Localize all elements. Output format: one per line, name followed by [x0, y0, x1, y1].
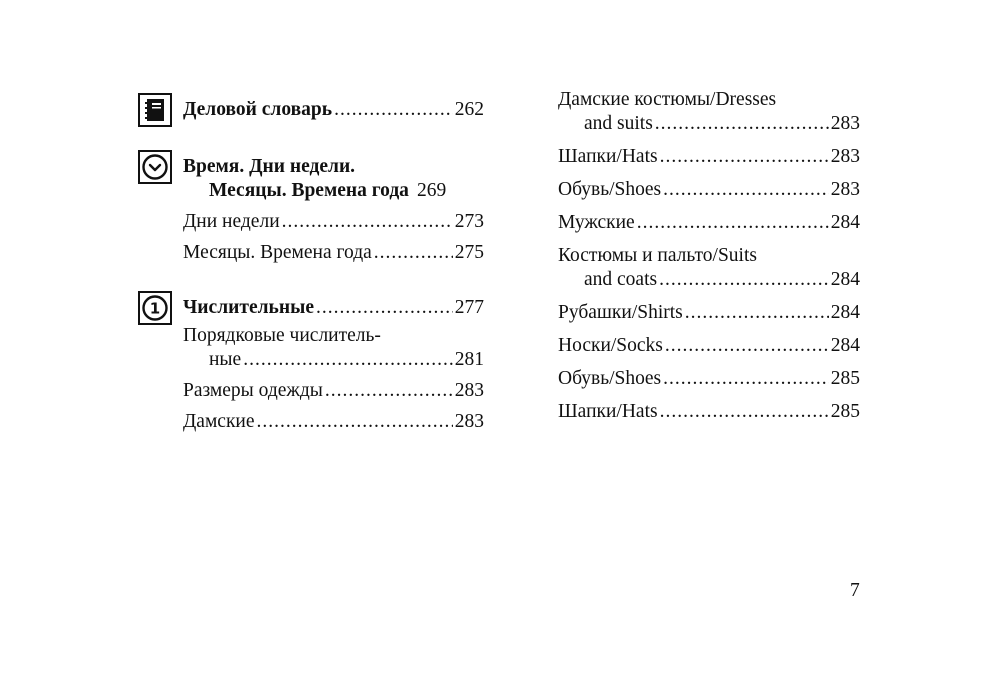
toc-entry-mens[interactable]: [558, 211, 860, 235]
entry-page: 273: [454, 211, 484, 232]
toc-left-column: [138, 93, 484, 434]
entry-page: 275: [454, 242, 484, 263]
entry-page: 284: [830, 269, 860, 290]
entry-title: Дамские: [183, 411, 255, 432]
clock-icon: [138, 150, 172, 184]
dot-leader: [325, 379, 453, 403]
number-one-glyph: 1: [149, 299, 161, 318]
entry-page: 283: [830, 146, 860, 167]
entry-page: 283: [454, 380, 484, 401]
entry-page: 277: [454, 297, 484, 318]
dot-leader: [243, 348, 453, 372]
dot-leader: [334, 98, 453, 122]
dot-leader: [663, 367, 829, 391]
toc-entry-ordinal-numerals[interactable]: [183, 348, 484, 372]
page-number: 7: [850, 580, 860, 601]
entry-title-line1: Дамские костюмы/Dresses: [558, 89, 777, 110]
entry-title: Обувь/Shoes: [558, 179, 662, 200]
entry-title: Рубашки/Shirts: [558, 302, 683, 323]
toc-entry-socks[interactable]: [558, 334, 860, 358]
entry-title: Шапки/Hats: [558, 146, 658, 167]
toc-entry-suits-coats[interactable]: [558, 244, 860, 292]
entry-page: 285: [830, 368, 860, 389]
entry-title: Шапки/Hats: [558, 401, 658, 422]
entry-title: Месяцы. Времена года: [183, 242, 372, 263]
entry-page: 284: [830, 212, 860, 233]
entry-title: Числительные: [183, 297, 314, 318]
dot-leader: [660, 400, 829, 424]
dot-leader: [660, 145, 829, 169]
section-title-line1: Время. Дни недели.: [183, 156, 356, 177]
entry-title-line1: Костюмы и пальто/Suits: [558, 245, 757, 266]
dot-leader: [663, 178, 829, 202]
entry-title: Носки/Socks: [558, 335, 663, 356]
entry-title: Мужские: [558, 212, 635, 233]
toc-entry-numerals[interactable]: [183, 291, 484, 320]
dot-leader: [665, 334, 829, 358]
entry-page: 283: [830, 113, 860, 134]
toc-entry-womens-shoes[interactable]: [558, 178, 860, 202]
dot-leader: [685, 301, 829, 325]
entry-page: 283: [454, 411, 484, 432]
toc-right-column: [558, 88, 860, 424]
toc-entry-days-of-week[interactable]: [183, 210, 484, 234]
toc-section-time: [138, 150, 484, 265]
toc-entry-dresses-suits[interactable]: [558, 88, 860, 136]
number-one-icon: [138, 291, 172, 325]
toc-entry-clothing-sizes[interactable]: [183, 379, 484, 403]
entry-page: 262: [454, 99, 484, 120]
toc-entry-womens[interactable]: [183, 410, 484, 434]
toc-section-business-vocabulary: [138, 93, 484, 122]
dot-leader: [282, 210, 453, 234]
toc-entry-womens-hats[interactable]: [558, 145, 860, 169]
entry-line2: [558, 112, 860, 136]
entry-line2: [558, 268, 860, 292]
entry-title: Месяцы. Времена года: [209, 180, 409, 201]
dot-leader: [637, 211, 829, 235]
entry-title: ные: [209, 349, 242, 370]
toc-entry-shirts[interactable]: [558, 301, 860, 325]
entry-title: Деловой словарь: [183, 99, 333, 120]
toc-entry-mens-hats[interactable]: [558, 400, 860, 424]
entry-page: 284: [830, 302, 860, 323]
toc-section-numerals: [138, 291, 484, 434]
entry-page: 285: [830, 401, 860, 422]
entry-title: and suits: [584, 113, 653, 134]
toc-entry-business-vocabulary[interactable]: [183, 93, 484, 122]
entry-page: 283: [830, 179, 860, 200]
entry-title: and coats: [584, 269, 658, 290]
toc-entry-time[interactable]: [183, 179, 484, 203]
entry-title-line1: Порядковые числитель-: [183, 325, 381, 346]
dot-leader: [257, 410, 453, 434]
entry-title: Дни недели: [183, 211, 280, 232]
entry-page: 269: [416, 180, 447, 201]
entry-title: Размеры одежды: [183, 380, 323, 401]
entry-page: 284: [830, 335, 860, 356]
dot-leader: [659, 268, 829, 292]
dot-leader: [374, 241, 453, 265]
toc-entry-months-seasons[interactable]: [183, 241, 484, 265]
dot-leader: [655, 112, 829, 136]
entry-title: Обувь/Shoes: [558, 368, 662, 389]
entry-page: 281: [454, 349, 484, 370]
dot-leader: [316, 296, 453, 320]
notebook-icon: [138, 93, 172, 127]
toc-entry-mens-shoes[interactable]: [558, 367, 860, 391]
